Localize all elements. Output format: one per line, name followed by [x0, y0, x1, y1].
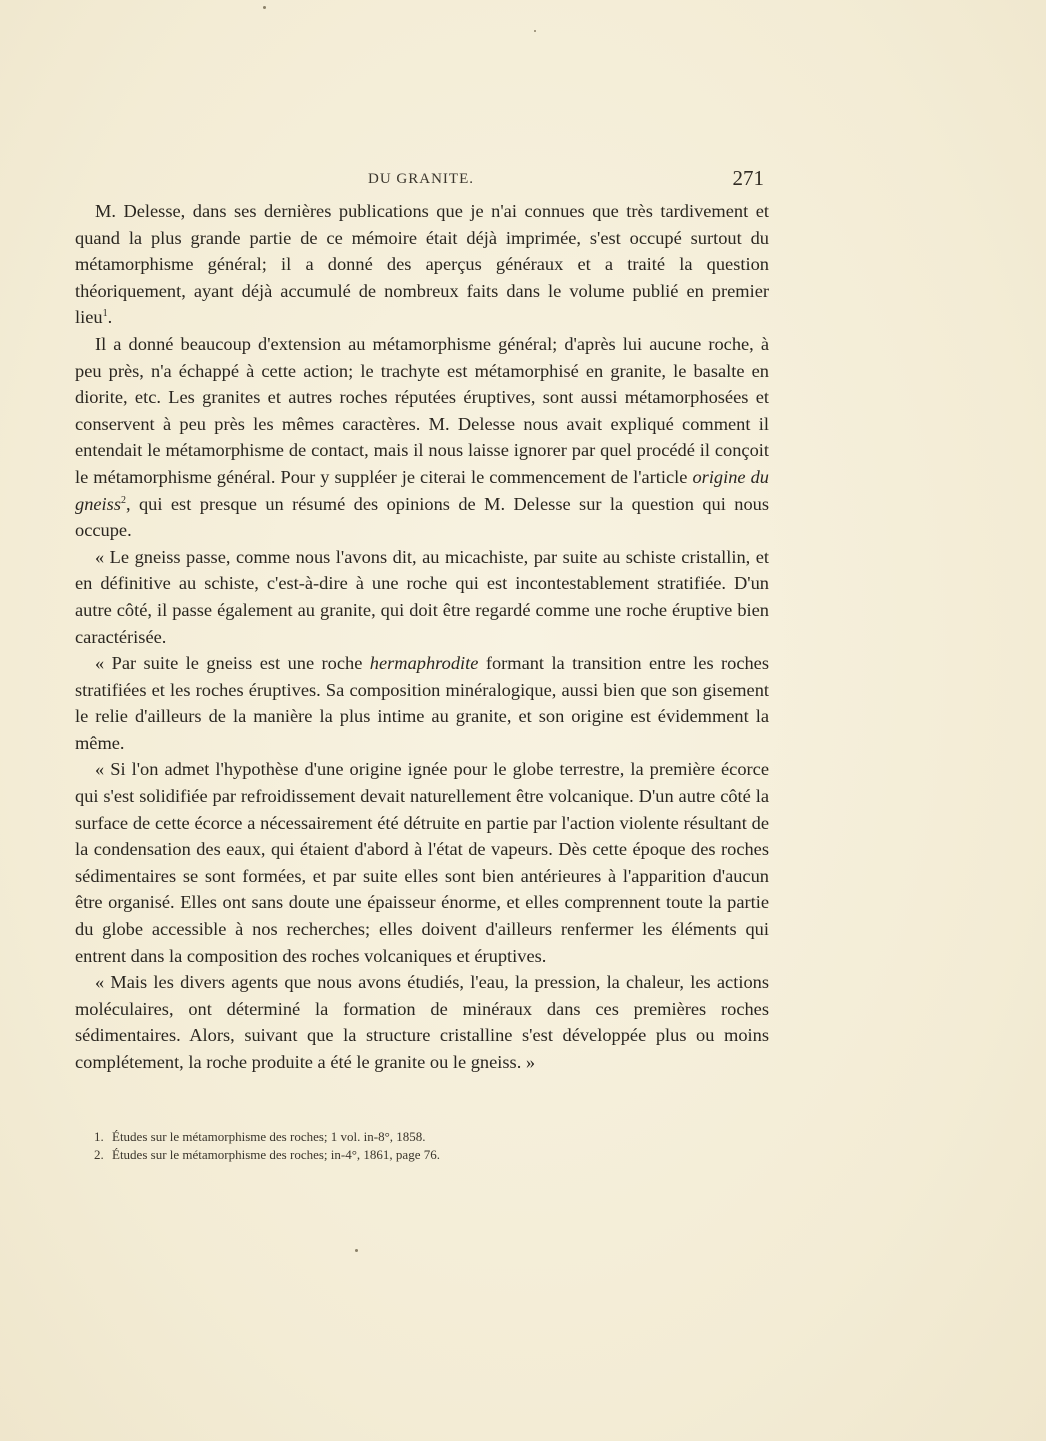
paragraph	[75, 331, 769, 544]
paragraph-text: Il a donné beaucoup d'extension au métamorphisme général; d'après lui aucune roche, à peu près, n'a échappé à cette action; le trachyte est métamorphisé en granite, le basalte en diorite, etc. Les granites et autres roches réputées éruptives, sont aussi métamorphosées et conservent à peu près les mêmes caractères. M. Delesse nous avait expliqué comment il entendait le métamorphisme de contact, mais il nous laisse ignorer par quel procédé il conçoit le métamorphisme général. Pour y suppléer je citerai le commencement de l'article	[75, 333, 769, 487]
paragraph-text: , qui est presque un résumé des opinions de M. Delesse sur la question qui nous occupe.	[75, 493, 769, 541]
footnote	[94, 1128, 694, 1146]
running-title: DU GRANITE.	[368, 171, 474, 187]
footnotes	[94, 1128, 694, 1164]
paragraph	[75, 650, 769, 756]
paragraph-text: « Mais les divers agents que nous avons étudiés, l'eau, la pression, la chaleur, les actions moléculaires, ont déterminé la formation de minéraux dans ces premières roches sédimentaires. Alors, suivant que la structure cristalline s'est développée plus ou moins complétement, la roche produite a été le granite ou le gneiss. »	[75, 972, 769, 1072]
paragraph-text: M. Delesse, dans ses dernières publications que je n'ai connues que très tardivement et quand la plus grande partie de ce mémoire était déjà imprimée, s'est occupé surtout du métamorphisme général; il a donné des aperçus généraux et a traité la question théoriquement, ayant déjà accumulé de nombreux faits dans le volume publié en premier lieu	[75, 201, 769, 328]
paragraph-text: « Le gneiss passe, comme nous l'avons dit, au micachiste, par suite au schiste cristallin, et en définitive au schiste, c'est-à-dire à une roche qui est incontestablement stratifiée. D'un autre côté, il passe également au granite, qui doit être regardé comme une roche éruptive bien caractérisée.	[75, 546, 769, 647]
footnote-ref: 1	[102, 308, 108, 320]
paper-speck	[263, 6, 266, 9]
paragraph	[75, 756, 769, 969]
italic-term: hermaphrodite	[369, 653, 479, 674]
italic-title: origine du gneiss	[75, 466, 769, 514]
footnote-number: 2.	[94, 1147, 104, 1162]
paper-speck	[534, 30, 536, 32]
running-header	[78, 168, 768, 194]
footnote-ref: 2	[120, 494, 126, 506]
paper-speck	[355, 1249, 358, 1252]
body-text	[75, 198, 769, 1076]
footnote-text: Études sur le métamorphisme des roches; 1 vol. in-8°, 1858.	[112, 1129, 426, 1144]
paragraph-text: « Si l'on admet l'hypothèse d'une origine ignée pour le globe terrestre, la première écorce qui s'est solidifiée par refroidissement devait naturellement être volcanique. D'un autre côté la surface de cette écorce a nécessairement été détruite en partie par l'action violente résultant de la condensation des eaux, qui étaient d'abord à l'état de vapeurs. Dès cette époque des roches sédimentaires se sont formées, et par suite elles sont bien antérieures à l'apparition d'aucun être organisé. Elles ont sans doute une épaisseur énorme, et elles comprennent toute la partie du globe accessible à nos recherches; elles doivent d'ailleurs renfermer les éléments qui entrent dans la composition des roches volcaniques et éruptives.	[75, 759, 769, 966]
paragraph-text: .	[107, 307, 113, 328]
paragraph	[75, 969, 769, 1075]
paragraph-text: formant la transition entre les roches stratifiées et les roches éruptives. Sa composition minéralogique, aussi bien que son gisement le relie d'ailleurs de la manière la plus intime au granite, et son origine est évidemment la même.	[75, 653, 769, 753]
footnote-text: Études sur le métamorphisme des roches; in-4°, 1861, page 76.	[112, 1147, 440, 1162]
paragraph	[75, 544, 769, 650]
footnote	[94, 1146, 694, 1164]
footnote-number: 1.	[94, 1129, 104, 1144]
paragraph-text: « Par suite le gneiss est une roche	[95, 653, 370, 674]
page-number: 271	[732, 166, 764, 190]
paragraph	[75, 198, 769, 331]
